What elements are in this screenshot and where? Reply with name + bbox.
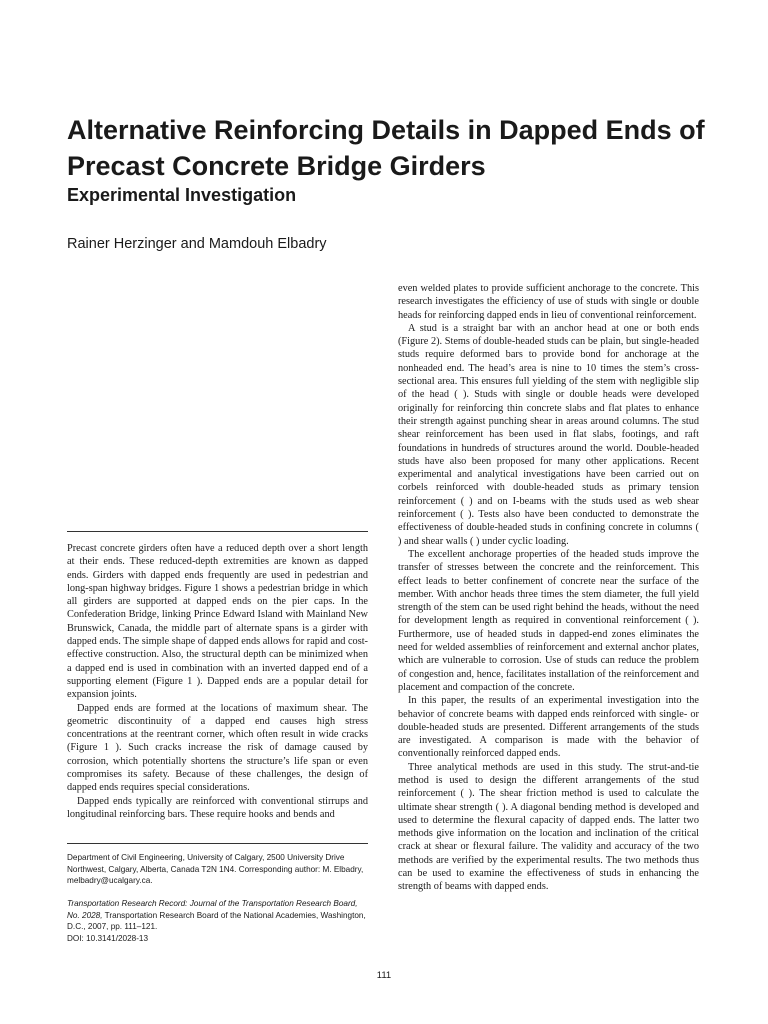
paper-subtitle: Experimental Investigation	[67, 185, 297, 205]
paragraph: Precast concrete girders often have a reduced depth over a short length at their ends. These reduced-depth extremities are known as dapped ends. Girders with dapped ends frequently are used in pedestrian and long-span highway bridges. Figure 1 shows a pedestrian bridge in which all girders are supported at dapped ends on the pier caps. In the Confederation Bridge, linking Prince Edward Island with Mainland New Brunswick, Canada, the middle part of alternate spans is a girder with dapped ends. The simple shape of dapped ends allows for rapid and cost-effective construction. Also, the structural depth can be minimized when a dapped end is used in combination with an inverted dapped end of a supporting element (Figure 1 ). Dapped ends are a popular detail for expansion joints.	[67, 543, 368, 701]
journal-publisher: Transportation Research Board of the National Academies, Washington, D.C., 2007, pp. 111–121.	[67, 910, 366, 931]
left-column	[67, 542, 368, 821]
paper-title: Alternative Reinforcing Details in Dapped Ends of Precast Concrete Bridge Girders	[67, 115, 705, 181]
paragraph: Three analytical methods are used in this study. The strut-and-tie method is used to design the different arrangements of the stud reinforcement ( ). The shear friction method is used to calculate the ultimate shear strength ( ). A diagonal bending method is developed and used to determine the flexural capacity of dapped ends. The latter two methods give information on the location and inclination of the critical crack at shear or flexural failure. The validity and accuracy of the two methods are verified by the experimental results. The two methods thus can be used to examine the effectiveness of studs in enhancing the strength of beams with dapped ends.	[398, 761, 699, 893]
paragraph: A stud is a straight bar with an anchor head at one or both ends (Figure 2). Stems of double-headed studs can be plain, but single-headed studs require deformed bars to provide bond for anchorage at the nonheaded end. The head’s area is nine to 10 times the stem’s cross-sectional area. This ensures full yielding of the stem with negligible slip of the head ( ). Studs with single or double heads were developed originally for reinforcing thin concrete slabs and flat plates to enhance their strength against punching shear in areas around columns. The stud shear reinforcement has been used in flat slabs, footings, and raft foundations in hundreds of structures around the world. Double-headed studs have also been proposed for many other applications. Recent experimental and analytical investigations have been carried out on corbels reinforced with double-headed studs as primary tension reinforcement ( ) and on I-beams with the studs used as web shear reinforcement ( ). Tests also have been conducted to demonstrate the effectiveness of double-headed studs in confining concrete in columns ( ) and shear walls ( ) under cyclic loading.	[398, 322, 699, 547]
journal-name: Transportation Research Record: Journal of the Transportation Research Board, No. 2028,	[67, 899, 358, 920]
paragraph: The excellent anchorage properties of the headed studs improve the transfer of stresses between the concrete and the reinforcement. This effect leads to better confinement of concrete near the surface of the member. With anchor heads three times the stem diameter, the full yield strength of the stem can be used right behind the heads, without the need for development length as required in conventional reinforcement ( ). Furthermore, use of headed studs in dapped-end zones eliminates the need for welded assemblies of reinforcement and external anchor plates, which are vulnerable to corrosion. Use of studs can reduce the problem of congestion and, hence, facilitates installation of the reinforcement and placement and compaction of the concrete.	[398, 548, 699, 693]
doi: DOI: 10.3141/2028-13	[67, 933, 149, 943]
page-number: 111	[376, 970, 392, 981]
right-column	[398, 282, 699, 894]
paragraph: Dapped ends typically are reinforced with conventional stirrups and longitudinal reinforcing bars. These require hooks and bends and	[67, 795, 368, 820]
footnote-divider	[67, 843, 368, 844]
paragraph: even welded plates to provide sufficient anchorage to the concrete. This research investigates the efficiency of use of studs with single or double heads for reinforcing dapped ends in lieu of conventional reinforcement.	[398, 283, 699, 321]
paragraph: Dapped ends are formed at the locations of maximum shear. The geometric discontinuity of a dapped end causes high stress concentrations at the reentrant corner, which often result in wide cracks (Figure 1 ). Such cracks increase the risk of damage caused by corrosion, which potentially shortens the structure’s life span or even compromises its safety. Because of these challenges, the design of dapped ends requires special considerations.	[67, 702, 368, 794]
paragraph: In this paper, the results of an experimental investigation into the behavior of concrete beams with dapped ends reinforced with single- or double-headed studs are presented. Different arrangements of the studs are investigated. A comparison is made with the behavior of conventionally reinforced dapped ends.	[398, 695, 699, 760]
author-affiliation: Department of Civil Engineering, University of Calgary, 2500 University Drive Northwest, Calgary, Alberta, Canada T2N 1N4. Corresponding author: M. Elbadry, melbadry@ucalgary.ca.	[67, 853, 364, 885]
journal-citation	[67, 898, 372, 944]
section-divider	[67, 531, 368, 532]
paper-authors: Rainer Herzinger and Mamdouh Elbadry	[67, 236, 327, 252]
